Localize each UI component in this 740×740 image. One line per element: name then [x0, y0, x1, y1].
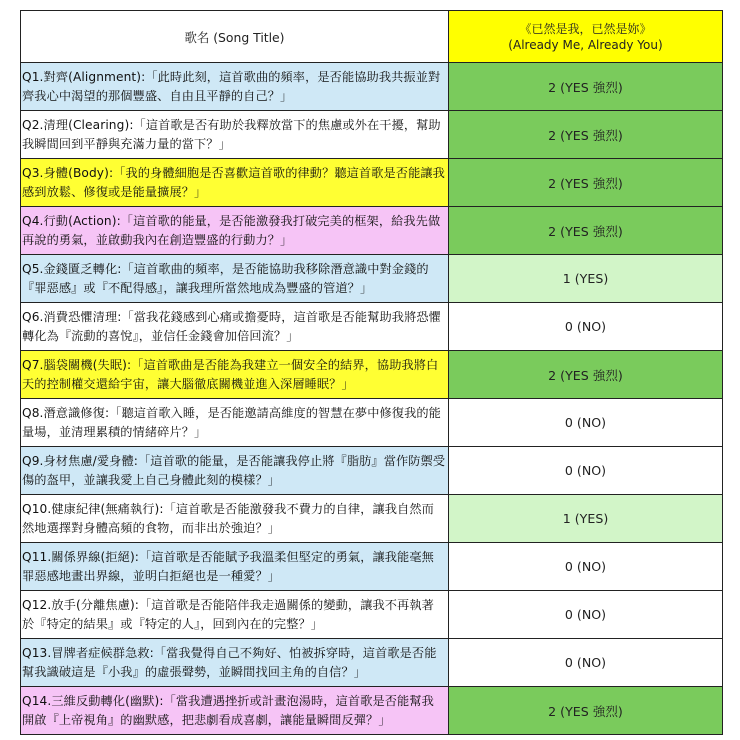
table-row — [21, 351, 723, 399]
question-text: Q3.身體(Body):「我的身體細胞是否喜歡這首歌的律動？聽這首歌是否能讓我感到放鬆、修復或是能量擴展？」 — [22, 166, 445, 199]
answer-text: 0 (NO) — [564, 559, 607, 574]
column-header-song-title — [21, 11, 449, 63]
answer-text: 2 (YES 強烈) — [548, 80, 623, 95]
answer-text: 2 (YES 強烈) — [548, 224, 623, 239]
table-row — [21, 207, 723, 255]
table-row — [21, 447, 723, 495]
answer-text: 2 (YES 強烈) — [548, 704, 623, 719]
question-cell — [21, 399, 449, 447]
table-row — [21, 495, 723, 543]
song-name-chinese: 《已然是我，已然是妳》 — [519, 21, 652, 36]
answer-cell — [449, 639, 723, 687]
question-cell — [21, 63, 449, 111]
table-row — [21, 303, 723, 351]
table-body — [21, 63, 723, 735]
question-cell — [21, 543, 449, 591]
table-row — [21, 111, 723, 159]
table-header-row — [21, 11, 723, 63]
question-text: Q13.冒牌者症候群急救:「當我覺得自己不夠好、怕被拆穿時，這首歌是否能幫我識破這是『小我』的虛張聲勢，並瞬間找回主角的自信？」 — [22, 646, 437, 679]
question-text: Q5.金錢匱乏轉化:「這首歌曲的頻率，是否能協助我移除潛意識中對金錢的『罪惡感』或『不配得感』，讓我理所當然地成為豐盛的管道？」 — [22, 262, 429, 295]
question-cell — [21, 255, 449, 303]
question-cell — [21, 591, 449, 639]
question-text: Q8.潛意識修復:「聽這首歌入睡，是否能邀請高維度的智慧在夢中修復我的能量場，並清理累積的情緒碎片？」 — [22, 406, 441, 439]
evaluation-table — [20, 10, 723, 735]
table-row — [21, 591, 723, 639]
answer-text: 0 (NO) — [564, 607, 607, 622]
question-text: Q9.身材焦慮/愛身體:「這首歌的能量，是否能讓我停止將『脂肪』當作防禦受傷的盔甲，並讓我愛上自己身體此刻的模樣？」 — [22, 454, 446, 487]
question-cell — [21, 639, 449, 687]
question-text: Q11.關係界線(拒絕):「這首歌是否能賦予我溫柔但堅定的勇氣，讓我能毫無罪惡感地畫出界線，並明白拒絕也是一種愛？」 — [22, 550, 434, 583]
table-row — [21, 63, 723, 111]
answer-text: 1 (YES) — [562, 271, 609, 286]
table-row — [21, 639, 723, 687]
question-cell — [21, 447, 449, 495]
question-cell — [21, 111, 449, 159]
answer-cell — [449, 351, 723, 399]
question-text: Q12.放手(分離焦慮):「這首歌是否能陪伴我走過關係的變動，讓我不再執著於『特定的結果』或『特定的人』，回到內在的完整？」 — [22, 598, 434, 631]
column-header-song-name — [449, 11, 723, 63]
answer-text: 2 (YES 強烈) — [548, 176, 623, 191]
question-cell — [21, 159, 449, 207]
song-name-english: (Already Me, Already You) — [508, 37, 663, 52]
question-text: Q6.消費恐懼清理:「當我花錢感到心痛或擔憂時，這首歌是否能幫助我將恐懼轉化為『流動的喜悅』，並信任金錢會加倍回流？」 — [22, 310, 441, 343]
table-row — [21, 159, 723, 207]
answer-cell — [449, 159, 723, 207]
question-text: Q14.三維反動轉化(幽默):「當我遭遇挫折或計畫泡湯時，這首歌是否能幫我開啟『上帝視角』的幽默感，把悲劇看成喜劇，讓能量瞬間反彈？」 — [22, 694, 434, 727]
answer-cell — [449, 687, 723, 735]
question-cell — [21, 303, 449, 351]
table-row — [21, 543, 723, 591]
question-text: Q10.健康紀律(無痛執行):「這首歌是否能激發我不費力的自律，讓我自然而然地選擇對身體高頻的食物，而非出於強迫？」 — [22, 502, 434, 535]
question-cell — [21, 207, 449, 255]
answer-cell — [449, 111, 723, 159]
answer-cell — [449, 207, 723, 255]
table-row — [21, 399, 723, 447]
answer-cell — [449, 591, 723, 639]
question-text: Q7.腦袋關機(失眠):「這首歌曲是否能為我建立一個安全的結界，協助我將白天的控制權交還給宇宙，讓大腦徹底關機並進入深層睡眠？」 — [22, 358, 439, 391]
question-text: Q4.行動(Action):「這首歌的能量，是否能激發我打破完美的框架，給我先做再說的勇氣，並啟動我內在創造豐盛的行動力？」 — [22, 214, 441, 247]
question-text: Q1.對齊(Alignment):「此時此刻，這首歌曲的頻率，是否能協助我共振並對齊我心中渴望的那個豐盛、自由且平靜的自己？」 — [22, 70, 441, 103]
answer-text: 2 (YES 強烈) — [548, 128, 623, 143]
answer-cell — [449, 255, 723, 303]
answer-cell — [449, 399, 723, 447]
column-header-song-title-text: 歌名 (Song Title) — [184, 29, 285, 45]
table-row — [21, 255, 723, 303]
answer-text: 0 (NO) — [564, 319, 607, 334]
answer-cell — [449, 303, 723, 351]
answer-cell — [449, 543, 723, 591]
answer-cell — [449, 63, 723, 111]
answer-text: 0 (NO) — [564, 415, 607, 430]
question-cell — [21, 351, 449, 399]
question-text: Q2.清理(Clearing):「這首歌是否有助於我釋放當下的焦慮或外在干擾，幫助我瞬間回到平靜與充滿力量的當下？」 — [22, 118, 441, 151]
answer-cell — [449, 495, 723, 543]
answer-text: 0 (NO) — [564, 655, 607, 670]
answer-text: 0 (NO) — [564, 463, 607, 478]
question-cell — [21, 687, 449, 735]
table-row — [21, 687, 723, 735]
answer-cell — [449, 447, 723, 495]
question-cell — [21, 495, 449, 543]
answer-text: 1 (YES) — [562, 511, 609, 526]
answer-text: 2 (YES 強烈) — [548, 368, 623, 383]
